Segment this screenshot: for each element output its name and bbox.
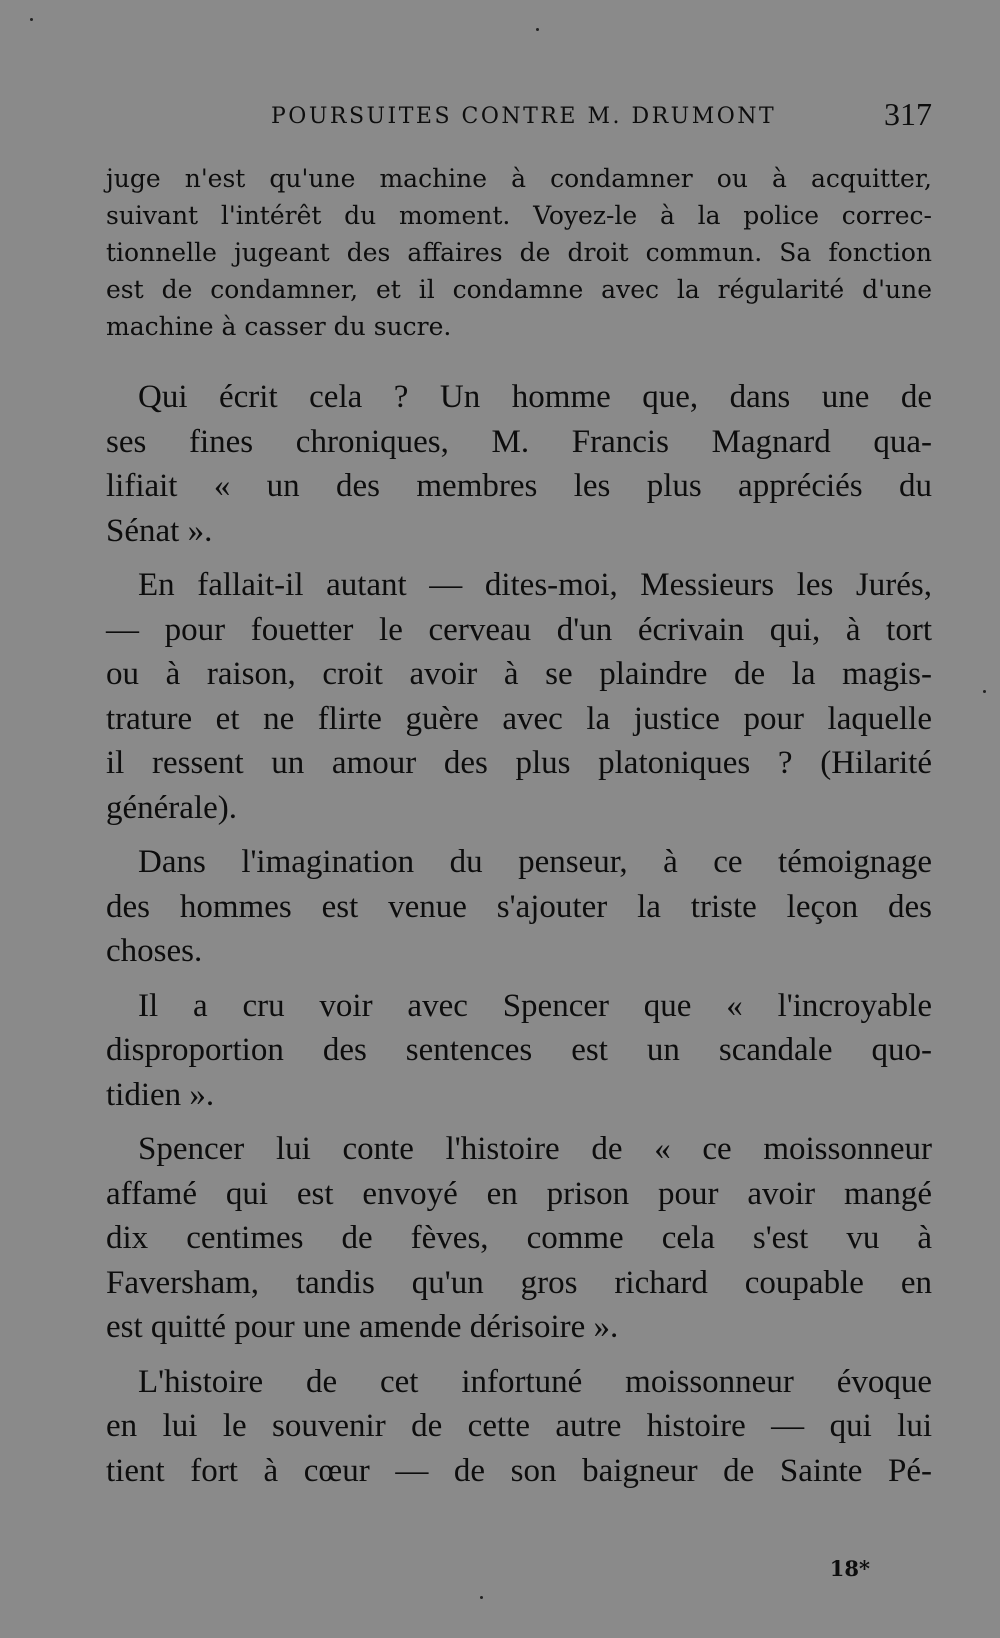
paragraph [106, 840, 932, 974]
paragraph-line: ses fines chroniques, M. Francis Magnard qua- [106, 423, 932, 460]
running-head [106, 96, 932, 140]
paragraph-line: Qui écrit cela ? Un homme que, dans une de [138, 379, 932, 415]
paragraph-line: est quitté pour une amende dérisoire ». [106, 1309, 619, 1345]
quote-line: tionnelle jugeant des affaires de droit commun. Sa fonction [106, 238, 932, 267]
page-number: 317 [884, 96, 932, 132]
paragraph-line: trature et ne flirte guère avec la justice pour laquelle [106, 700, 932, 737]
paragraph-line: des hommes est venue s'ajouter la triste leçon des [106, 888, 932, 925]
paragraph-line: tient fort à cœur — de son baigneur de Sainte Pé- [106, 1452, 932, 1489]
paragraph-line: en lui le souvenir de cette autre histoire — qui lui [106, 1408, 932, 1444]
body-text [106, 160, 932, 1493]
quote-line: suivant l'intérêt du moment. Voyez-le à la police correc- [106, 201, 932, 230]
paragraph-line: il ressent un amour des plus platoniques ? (Hilarité [106, 745, 932, 781]
paragraph-line: dix centimes de fèves, comme cela s'est vu à [106, 1220, 932, 1256]
paragraph-line: En fallait-il autant — dites-moi, Messieurs les Jurés, [138, 567, 932, 603]
print-speck [480, 1596, 483, 1599]
paragraph-line: choses. [106, 933, 203, 969]
paragraph-line: Dans l'imagination du penseur, à ce témoignage [138, 844, 932, 880]
paragraph-line: ou à raison, croit avoir à se plaindre de la magis- [106, 656, 932, 692]
paragraph-line: lifiait « un des membres les plus appréciés du [106, 468, 932, 504]
quote-line: juge n'est qu'une machine à condamner ou à acquitter, [106, 164, 932, 193]
paragraph-line: tidien ». [106, 1076, 215, 1113]
quote-line: machine à casser du sucre. [106, 312, 452, 341]
paragraph [106, 375, 932, 553]
running-title: POURSUITES CONTRE M. DRUMONT [271, 104, 777, 129]
signature-mark: 18* [829, 1556, 870, 1581]
paragraph [106, 563, 932, 830]
print-speck [30, 18, 33, 21]
paragraph-line: disproportion des sentences est un scandale quo- [106, 1032, 932, 1068]
paragraph [106, 984, 932, 1118]
paragraph-line: L'histoire de cet infortuné moissonneur évoque [138, 1363, 932, 1400]
paragraph-line: Faversham, tandis qu'un gros richard coupable en [106, 1264, 932, 1301]
paragraph [106, 1127, 932, 1350]
paragraph-line: Il a cru voir avec Spencer que « l'incroyable [138, 987, 932, 1024]
quote-line: est de condamner, et il condamne avec la régularité d'une [106, 275, 932, 304]
paragraph [106, 1360, 932, 1494]
paragraph-line: — pour fouetter le cerveau d'un écrivain qui, à tort [106, 611, 932, 648]
paragraph-line: Spencer lui conte l'histoire de « ce moissonneur [138, 1131, 932, 1167]
print-speck [983, 690, 986, 693]
paragraph-line: Sénat ». [106, 512, 213, 549]
paragraph-line: générale). [106, 789, 237, 826]
paragraph-line: affamé qui est envoyé en prison pour avoir mangé [106, 1175, 932, 1212]
quoted-passage [106, 160, 932, 345]
print-speck [536, 28, 539, 31]
